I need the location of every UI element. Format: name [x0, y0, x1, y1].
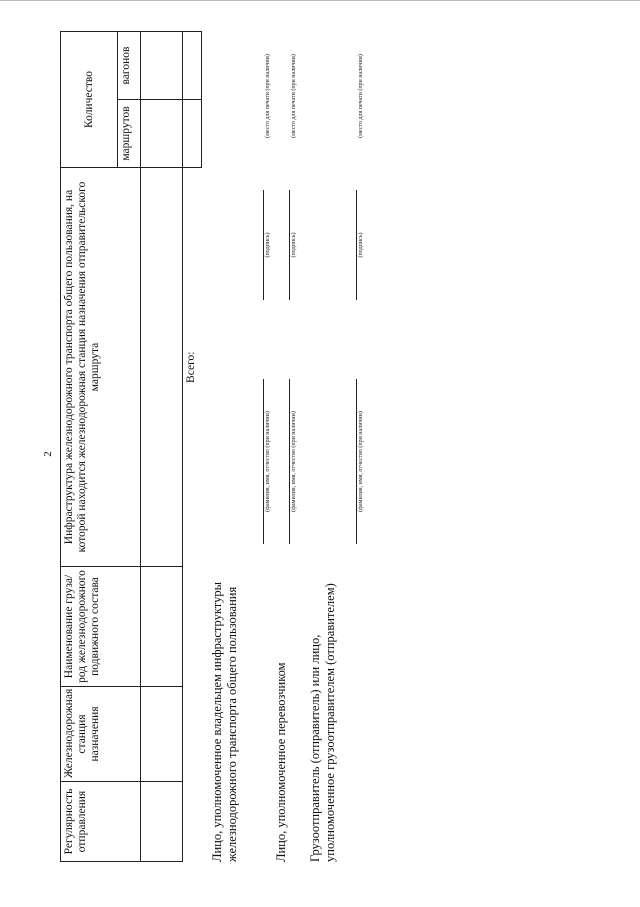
signatory-shipper-label: Грузоотправитель (отправитель) или лицо, уполномоченное грузоотправителем (отправителем) — [308, 583, 337, 862]
total-label: Всего: — [183, 168, 202, 567]
stamp-caption-1: (место для печати (при наличии) — [265, 54, 271, 138]
header-station: Железнодорожная станция назначения — [61, 687, 141, 782]
total-row — [183, 32, 202, 862]
cell-regularity — [141, 782, 183, 862]
sign-caption-1: (подпись) — [265, 232, 271, 258]
page-top-rule — [0, 0, 640, 1]
signatory-carrier-label: Лицо, уполномоченное перевозчиком — [274, 662, 288, 862]
header-infrastructure: Инфраструктура железнодорожного транспорта общего пользования, на которой находится железнодорожная станция назначения отправительского маршрута — [61, 168, 141, 567]
cell-infrastructure — [141, 168, 183, 567]
name-caption-1: (фамилия, имя, отчество (при наличии) — [265, 411, 271, 512]
sign-caption-2: (подпись) — [291, 232, 297, 258]
header-wagons: вагонов — [118, 32, 141, 100]
cell-wagons — [141, 32, 183, 100]
header-routes: маршрутов — [118, 100, 141, 168]
name-caption-3: (фамилия, имя, отчество (при наличии) — [358, 411, 364, 512]
cell-routes — [141, 100, 183, 168]
header-cargo: Наименование груза/ род железнодорожного подвижного состава — [61, 567, 141, 687]
cell-station — [141, 687, 183, 782]
name-line-3 — [356, 379, 357, 544]
sign-caption-3: (подпись) — [358, 232, 364, 258]
routes-table — [60, 31, 202, 862]
total-routes — [183, 100, 202, 168]
header-regularity: Регулярность отправления — [61, 782, 141, 862]
stamp-caption-3: (место для печати (при наличии) — [358, 54, 364, 138]
table-row — [141, 32, 183, 862]
sign-line-2 — [289, 190, 290, 300]
header-quantity: Количество — [61, 32, 118, 168]
stamp-caption-2: (место для печати (при наличии) — [291, 54, 297, 138]
name-caption-2: (фамилия, имя, отчество (при наличии) — [291, 411, 297, 512]
total-wagons — [183, 32, 202, 100]
name-line-2 — [289, 379, 290, 544]
page-number: 2 — [42, 451, 54, 457]
name-line-1 — [263, 379, 264, 544]
sign-line-1 — [263, 190, 264, 300]
sign-line-3 — [356, 190, 357, 300]
cell-cargo — [141, 567, 183, 687]
rotated-form — [60, 32, 630, 862]
signatory-infrastructure-label: Лицо, уполномоченное владельцем инфраструктуры железнодорожного транспорта общего пользования — [210, 582, 239, 862]
